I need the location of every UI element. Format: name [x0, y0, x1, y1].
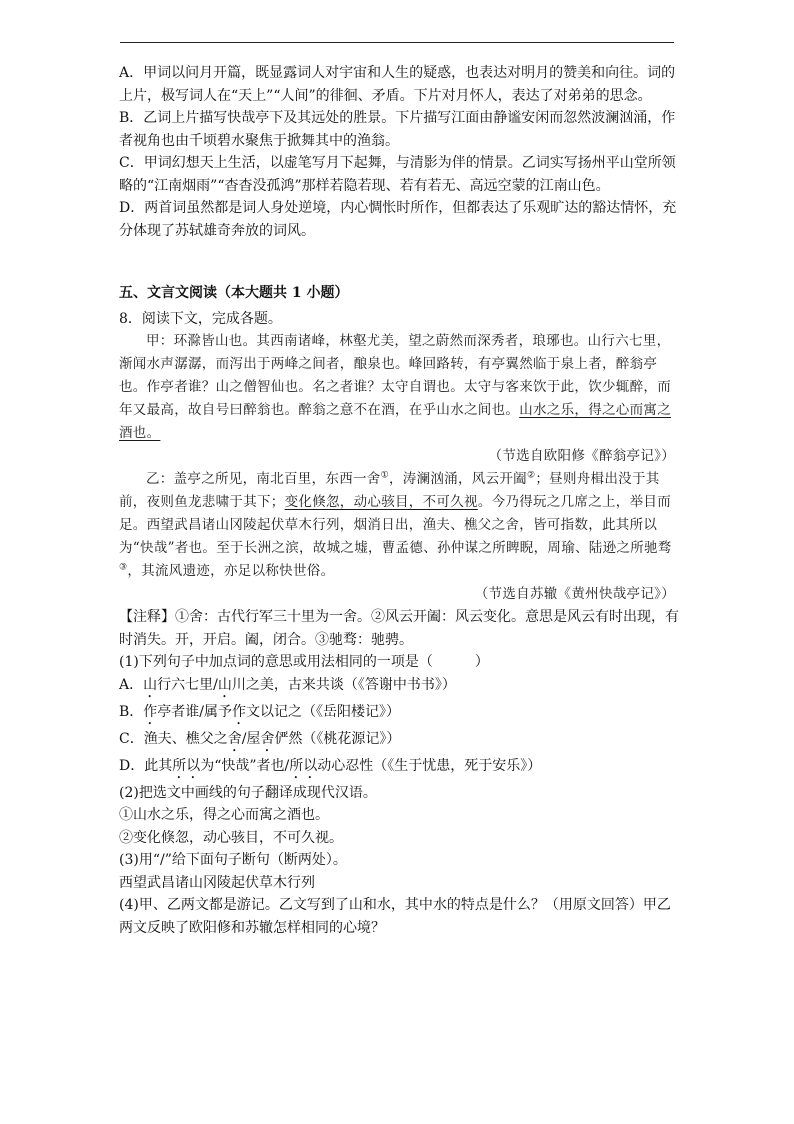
note-marker-2: ②	[526, 470, 536, 481]
header-rule	[120, 42, 674, 43]
text: 动心忍性（《生于忧患，死于安乐》）	[317, 757, 542, 774]
dotted-word: 所以	[172, 757, 201, 774]
text: B．	[119, 703, 144, 720]
passage-yi-part5: ，其流风遗迹，亦足以称快世俗。	[127, 563, 335, 579]
passage-jia	[119, 330, 679, 445]
text: D．此其	[119, 757, 173, 774]
text: /屋	[241, 730, 261, 747]
text: 俨然（《桃花源记》）	[274, 730, 401, 747]
dotted-word: 作	[143, 703, 158, 720]
document-body	[119, 62, 679, 939]
passage-yi	[119, 468, 679, 583]
sub-question-2: (2)把选文中画线的句子翻译成现代汉语。	[119, 784, 377, 801]
note-marker-3: ③	[119, 562, 128, 573]
sub-q1-option-a	[119, 674, 679, 701]
annotation-notes: 【注释】①舍：古代行军三十里为一舍。②风云开阖：风云变化。意思是风云有时出现，有时消失。开，开启。阖，闭合。③驰骛：驰骋。	[119, 609, 679, 648]
dotted-word: 舍	[260, 730, 275, 747]
passage-yi-part2: ，涛澜汹涌，风云开阖	[388, 471, 527, 487]
dotted-word: 山	[217, 676, 232, 693]
dotted-word: 舍	[227, 730, 242, 747]
dotted-word: 山	[143, 676, 158, 693]
passage-yi-part1: 乙：盖亭之所见，南北百里，东西一舍	[146, 471, 381, 487]
text: 文以记之（《岳阳楼记》）	[246, 703, 401, 720]
sub-q3-sentence: 西望武昌诸山冈陵起伏草木行列	[119, 874, 315, 891]
passage-yi-part4: 。今乃得玩之几席之上，举目而足。西望武昌诸山冈陵起伏草木行列，烟消日出，渔夫、樵父之舍，皆可指数，此其所以为“快哉”者也。至于长洲之滨，故城之墟，曹孟德、孙仲谋之所睥睨，周瑜、陆逊之所驰骛	[119, 494, 672, 556]
passage-jia-source: （节选自欧阳修《醉翁亭记》）	[488, 448, 675, 464]
text: 亭者谁/属予	[157, 703, 233, 720]
sub-question-4: (4)甲、乙两文都是游记。乙文写到了山和水，其中水的特点是什么？（用原文回答）甲乙两文反映了欧阳修和苏辙怎样相同的心境？	[119, 897, 671, 936]
sub-q1-option-b	[119, 701, 679, 728]
sub-question-3: (3)用“/”给下面句子断句（断两处）。	[119, 852, 347, 868]
section-heading: 五、文言文阅读（本大题共 1 小题）	[119, 285, 349, 301]
dotted-word: 所以	[289, 757, 318, 774]
sub-q1-option-d	[119, 755, 679, 782]
passage-yi-part3: ；昼则舟楫出没于其前，夜则鱼龙悲啸于其下；	[119, 471, 660, 510]
text: 为“快哉”者也/	[200, 757, 290, 774]
sub-q2-item-1: ①山水之乐，得之心而寓之酒也。	[119, 807, 329, 823]
text: 川之美，古来共谈（《答谢中书书》）	[231, 676, 456, 693]
passage-yi-source: （节选自苏辙《黄州快哉亭记》）	[474, 586, 675, 602]
dotted-word: 作	[232, 703, 247, 720]
passage-jia-underlined: 山水之乐，得之心而寓之酒也。	[119, 402, 672, 441]
option-a: A．甲词以问月开篇，既显露词人对宇宙和人生的疑惑，也表达对明月的赞美和向往。词的上片，极写词人在“天上”“人间”的徘徊、矛盾。下片对月怀人，表达了对弟弟的思念。	[119, 65, 676, 104]
sub-question-1: (1)下列句子中加点词的意思或用法相同的一项是（ ）	[119, 654, 489, 670]
option-d: D．两首词虽然都是词人身处逆境，内心惆怅时所作，但都表达了乐观旷达的豁达情怀，充分体现了苏轼雄奇奔放的词风。	[119, 200, 677, 239]
option-b: B．乙词上片描写快哉亭下及其远处的胜景。下片描写江面由静谧安闲而忽然波澜汹涌，作者视角也由千顷碧水聚焦于掀舞其中的渔翁。	[119, 110, 676, 149]
passage-yi-underlined: 变化倏忽，动心骇目，不可久视	[284, 494, 478, 510]
note-marker-1: ①	[380, 470, 389, 481]
question-intro: 8．阅读下文，完成各题。	[119, 310, 282, 327]
option-c: C．甲词幻想天上生活，以虚笔写月下起舞，与清影为伴的情景。乙词实写扬州平山堂所领略的“江南烟雨”“杳杳没孤鸿”那样若隐若现、若有若无、高远空蒙的江南山色。	[119, 155, 676, 194]
text: 行六七里/	[157, 676, 218, 693]
passage-jia-text: 甲：环滁皆山也。其西南诸峰，林壑尤美，望之蔚然而深秀者，琅琊也。山行六七里，渐闻水声潺潺，而泻出于两峰之间者，酿泉也。峰回路转，有亭翼然临于泉上者，醉翁亭也。作亭者谁？山之僧智仙也。名之者谁？太守自谓也。太守与客来饮于此，饮少辄醉，而年又最高，故自号曰醉翁也。醉翁之意不在酒，在乎山水之间也。	[119, 333, 671, 418]
sub-q1-option-c	[119, 728, 679, 755]
text: A．	[119, 676, 144, 693]
sub-q2-item-2: ②变化倏忽，动心骇目，不可久视。	[119, 829, 343, 846]
text: C．渔夫、樵父之	[119, 730, 228, 747]
